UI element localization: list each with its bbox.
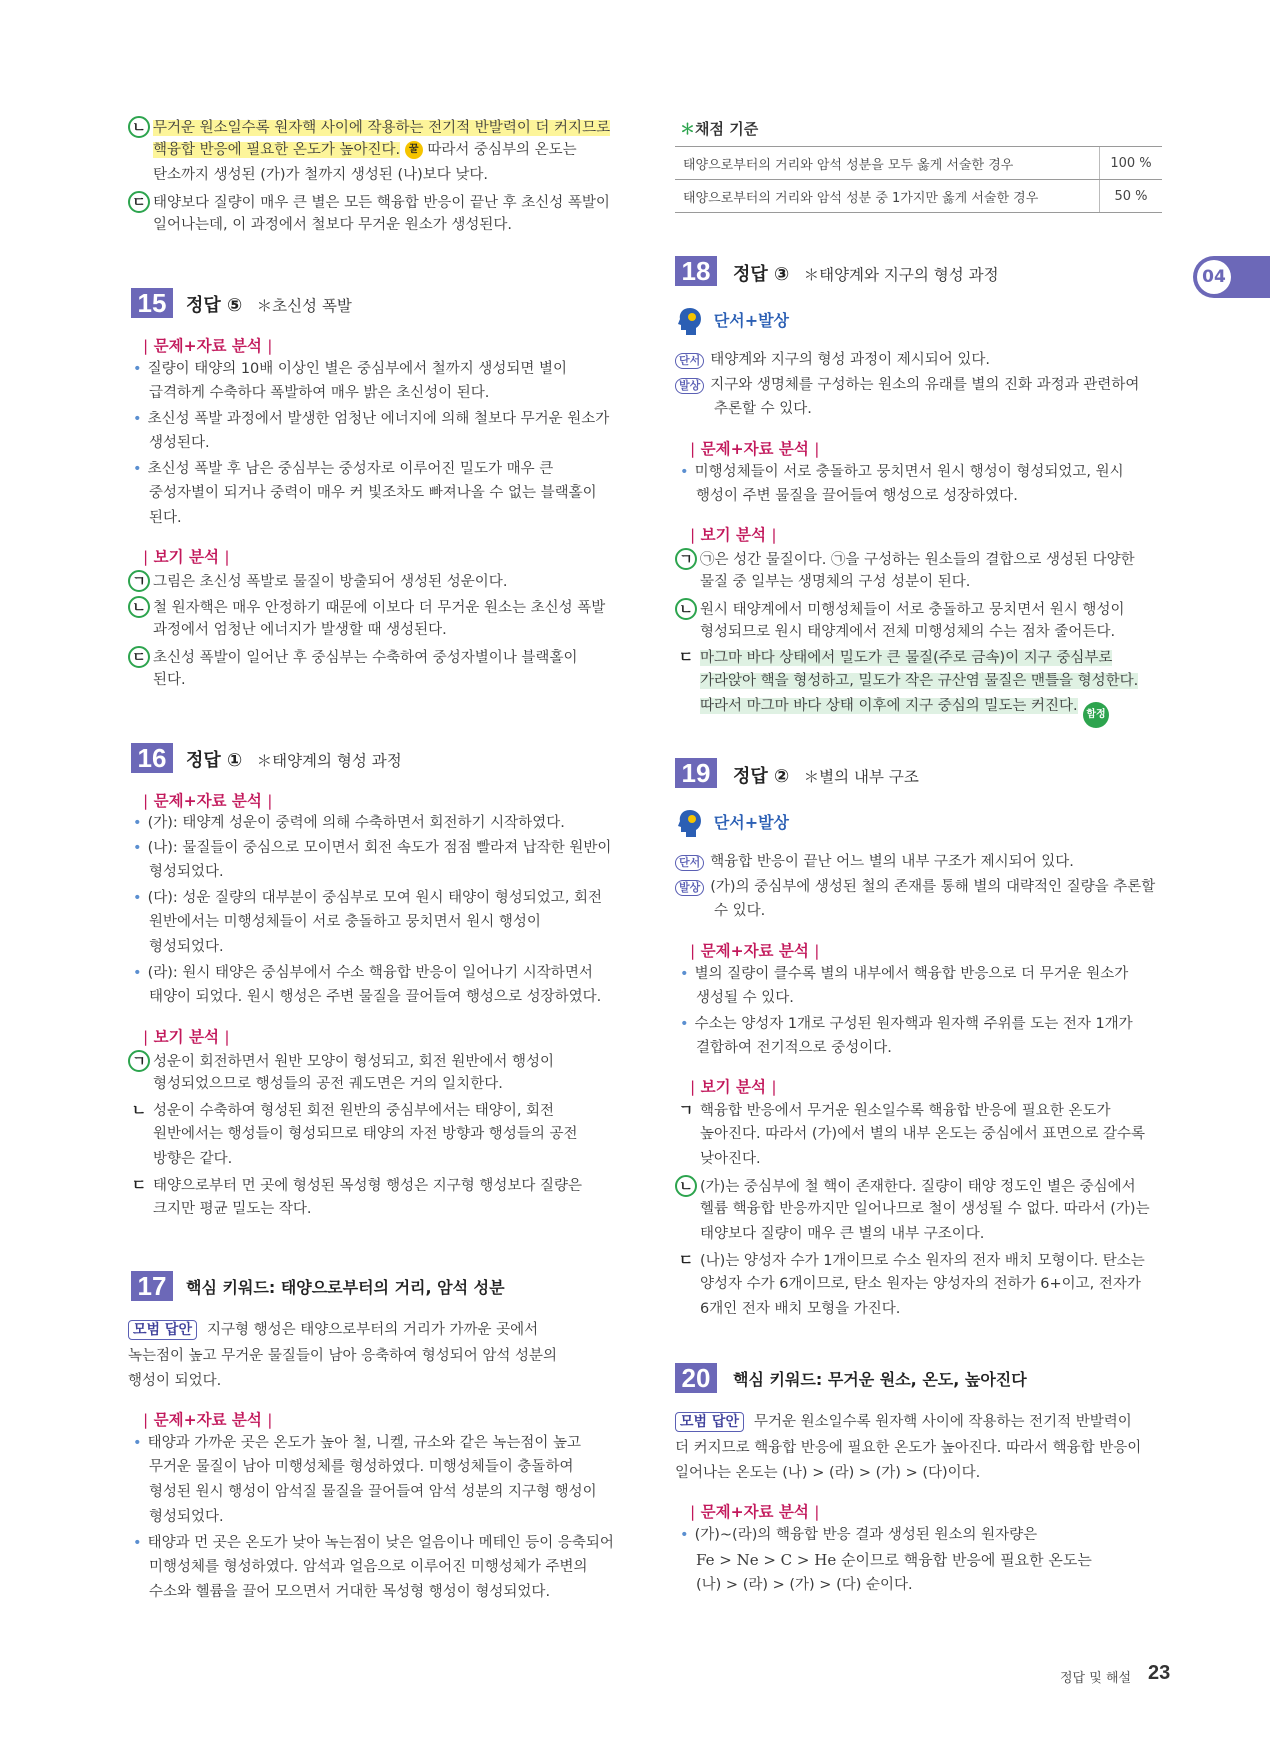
q19-analysis-title: | 문제+자료 분석 | [690, 942, 820, 960]
choice-d-mark: ㄷ [131, 1176, 147, 1194]
q16-bullet3-line3: 형성되었다. [149, 939, 224, 955]
chapter-tab-label: 04 [1197, 260, 1231, 294]
q18-choice-d-line3: 따라서 마그마 바다 상태 이후에 지구 중심의 밀도는 커진다. [700, 698, 1078, 714]
q16-bullet2-line1: • (나): 물질들이 중심으로 모이면서 회전 속도가 점점 빨라져 납작한 원반이 [133, 840, 612, 856]
q17-bullet1-line1: • 태양과 가까운 곳은 온도가 높아 철, 니켈, 규소와 같은 녹는점이 높고 [133, 1435, 582, 1451]
q15-choice-n-line2: 과정에서 엄청난 에너지가 발생할 때 생성된다. [153, 622, 447, 638]
q19-heading: 정답 ② ＊별의 내부 구조 [733, 766, 919, 787]
q18-clue1: 단서 태양계와 지구의 형성 과정이 제시되어 있다. [675, 350, 990, 370]
q17-heading: 핵심 키워드: 태양으로부터의 거리, 암석 성분 [186, 1278, 505, 1297]
q18-clue2-line2: 추론할 수 있다. [714, 401, 812, 417]
q20-bullet1-line1: • (가)~(라)의 핵융합 반응 결과 생성된 원소의 원자량은 [680, 1527, 1038, 1543]
q19-choice-n-line1: ㄴ (가)는 중심부에 철 핵이 존재한다. 질량이 태양 정도인 별은 중심에서 [675, 1175, 1136, 1197]
q20-bullet1-line3: (나) > (라) > (가) > (다) 순이다. [696, 1577, 913, 1593]
q16-bullet4-line1: • (라): 원시 태양은 중심부에서 수소 핵융합 반응이 일어나기 시작하면서 [133, 965, 593, 981]
q20-model-line3: 일어나는 온도는 (나) > (라) > (가) > (다)이다. [675, 1465, 981, 1481]
q18-heading: 정답 ③ ＊태양계와 지구의 형성 과정 [733, 264, 999, 285]
clue-tag: 단서 [675, 353, 704, 369]
choice-n-mark: ㄴ [128, 116, 150, 138]
choice-n-mark: ㄴ [675, 598, 697, 620]
q19-choice-d-line3: 6개인 전자 배치 모형을 가진다. [700, 1301, 901, 1317]
q14-n-line1: ㄴ 무거운 원소일수록 원자핵 사이에 작용하는 전기적 반발력이 더 커지므로 [128, 116, 610, 138]
choice-n-mark: ㄴ [131, 1101, 147, 1119]
trap-badge-icon: 함정 [1083, 702, 1109, 728]
q16-bullet4-line2: 태양이 되었다. 원시 행성은 주변 물질을 끌어들여 행성으로 성장하였다. [149, 989, 602, 1005]
q19-choice-g-line2: 높아진다. 따라서 (가)에서 별의 내부 온도는 중심에서 표면으로 갈수록 [700, 1126, 1145, 1142]
clue-tag: 단서 [675, 855, 704, 871]
q16-choice-title: | 보기 분석 | [143, 1028, 230, 1046]
criteria-text: 태양으로부터의 거리와 암석 성분을 모두 옳게 서술한 경우 [675, 147, 1100, 180]
q16-heading: 정답 ① ＊태양계의 형성 과정 [186, 750, 402, 771]
q19-choice-title: | 보기 분석 | [690, 1078, 777, 1096]
q15-bullet3-line2: 중성자별이 되거나 중력이 매우 커 빛조차도 빠져나올 수 없는 블랙홀이 [149, 485, 597, 501]
q17-analysis-title: | 문제+자료 분석 | [143, 1411, 273, 1429]
q19-clue1: 단서 핵융합 반응이 끝난 어느 별의 내부 구조가 제시되어 있다. [675, 852, 1074, 872]
q16-choice-g-line1: ㄱ 성운이 회전하면서 원반 모양이 형성되고, 회전 원반에서 행성이 [128, 1050, 554, 1072]
q15-choice-title: | 보기 분석 | [143, 548, 230, 566]
q17-model-line3: 행성이 되었다. [128, 1373, 222, 1389]
choice-n-mark: ㄴ [675, 1175, 697, 1197]
q17-bullet1-line2: 무거운 물질이 남아 미행성체를 형성하였다. 미행성체들이 충돌하여 [149, 1459, 574, 1475]
q18-choice-n-line1: ㄴ 원시 태양계에서 미행성체들이 서로 충돌하고 뭉치면서 원시 행성이 [675, 598, 1124, 620]
q16-choice-d-line1: ㄷ 태양으로부터 먼 곳에 형성된 목성형 행성은 지구형 행성보다 질량은 [128, 1175, 582, 1196]
q16-bullet1: • (가): 태양계 성운이 중력에 의해 수축하면서 회전하기 시작하였다. [133, 815, 565, 831]
q15-choice-d-line1: ㄷ 초신성 폭발이 일어난 후 중심부는 수축하여 중성자별이나 블랙홀이 [128, 646, 577, 668]
q19-choice-d-line1: ㄷ (나)는 양성자 수가 1개이므로 수소 원자의 전자 배치 모형이다. 탄소는 [675, 1250, 1145, 1271]
q19-choice-g-line3: 낮아진다. [700, 1151, 761, 1167]
q15-number: 15 [131, 288, 173, 318]
criteria-pct: 50 % [1100, 180, 1163, 213]
asterisk-icon: ＊ [680, 120, 696, 138]
criteria-row [675, 180, 1162, 213]
choice-g-mark: ㄱ [675, 548, 697, 570]
q20-analysis-title: | 문제+자료 분석 | [690, 1503, 820, 1521]
q16-choice-d-line2: 크지만 평균 밀도는 작다. [153, 1201, 312, 1217]
q18-choice-g-line1: ㄱ ㉠은 성간 물질이다. ㉠을 구성하는 원소들의 결합으로 생성된 다양한 [675, 548, 1135, 570]
q14-d-line1: ㄷ 태양보다 질량이 매우 큰 별은 모든 핵융합 반응이 끝난 후 초신성 폭발이 [128, 191, 610, 213]
q15-choice-g: ㄱ 그림은 초신성 폭발로 물질이 방출되어 생성된 성운이다. [128, 570, 507, 592]
q16-bullet2-line2: 형성되었다. [149, 864, 224, 880]
honey-tip-icon: 꿀 [405, 141, 423, 159]
q17-bullet2-line2: 미행성체를 형성하였다. 암석과 얼음으로 이루어진 미행성체가 주변의 [149, 1559, 588, 1575]
q15-bullet3-line1: • 초신성 폭발 후 남은 중심부는 중성자로 이루어진 밀도가 매우 큰 [133, 461, 554, 477]
q20-number: 20 [675, 1363, 717, 1393]
q15-bullet2-line1: • 초신성 폭발 과정에서 발생한 엄청난 에너지에 의해 철보다 무거운 원소가 [133, 411, 610, 427]
q18-number: 18 [675, 256, 717, 286]
q17-bullet2-line3: 수소와 헬륨을 끌어 모으면서 거대한 목성형 행성이 형성되었다. [149, 1584, 551, 1600]
q20-model-line2: 더 커지므로 핵융합 반응에 필요한 온도가 높아진다. 따라서 핵융합 반응이 [675, 1440, 1142, 1456]
idea-tag: 발상 [675, 880, 704, 896]
q15-bullet1-line1: • 질량이 태양의 10배 이상인 별은 중심부에서 철까지 생성되면 별이 [133, 361, 568, 377]
q15-heading: 정답 ⑤ ＊초신성 폭발 [186, 295, 352, 316]
q19-choice-d-line2: 양성자 수가 6개이므로, 탄소 원자는 양성자의 전하가 6+이고, 전자가 [700, 1276, 1141, 1292]
q14-d-line2: 일어나는데, 이 과정에서 철보다 무거운 원소가 생성된다. [153, 217, 513, 233]
choice-d-mark: ㄷ [128, 646, 150, 668]
footer-label: 정답 및 해설 [1060, 1671, 1132, 1686]
q19-choice-n-line2: 헬륨 핵융합 반응까지만 일어나므로 철이 생성될 수 없다. 따라서 (가)는 [700, 1201, 1150, 1217]
q19-bullet1-line1: • 별의 질량이 클수록 별의 내부에서 핵융합 반응으로 더 무거운 원소가 [680, 966, 1129, 982]
q15-bullet3-line3: 된다. [149, 510, 182, 526]
q16-number: 16 [131, 743, 173, 773]
q19-clue-header: 단서+발상 [677, 808, 789, 838]
chapter-tab [1193, 256, 1270, 298]
q14-n-line2: 핵융합 반응에 필요한 온도가 높아진다. 꿀 따라서 중심부의 온도는 [153, 142, 577, 158]
q16-choice-n-line1: ㄴ 성운이 수축하여 형성된 회전 원반의 중심부에서는 태양이, 회전 [128, 1100, 554, 1121]
q17-bullet2-line1: • 태양과 먼 곳은 온도가 낮아 녹는점이 낮은 얼음이나 메테인 등이 응축되어 [133, 1535, 614, 1551]
q18-choice-title: | 보기 분석 | [690, 526, 777, 544]
q16-bullet3-line1: • (다): 성운 질량의 대부분이 중심부로 모여 원시 태양이 형성되었고, 회전 [133, 890, 603, 906]
q15-bullet1-line2: 급격하게 수축하다 폭발하여 매우 밝은 초신성이 된다. [149, 385, 490, 401]
choice-g-mark: ㄱ [678, 1101, 694, 1119]
q16-choice-g-line2: 형성되었으므로 행성들의 공전 궤도면은 거의 일치한다. [153, 1076, 503, 1092]
criteria-title: ＊채점 기준 [680, 120, 759, 138]
q20-model-line1: 모범 답안 무거운 원소일수록 원자핵 사이에 작용하는 전기적 반발력이 [675, 1412, 1132, 1432]
q16-choice-n-line3: 방향은 같다. [153, 1151, 233, 1167]
choice-g-mark: ㄱ [128, 1050, 150, 1072]
q19-clue2-line1: 발상 (가)의 중심부에 생성된 철의 존재를 통해 별의 대략적인 질량을 추론할 [675, 877, 1155, 897]
criteria-row [675, 147, 1162, 180]
q17-bullet1-line3: 형성된 원시 행성이 암석질 물질을 끌어들여 암석 성분의 지구형 행성이 [149, 1484, 597, 1500]
criteria-text: 태양으로부터의 거리와 암석 성분 중 1가지만 옳게 서술한 경우 [675, 180, 1100, 213]
q16-bullet3-line2: 원반에서는 미행성체들이 서로 충돌하고 뭉치면서 원시 행성이 [149, 914, 541, 930]
q17-model-line1: 모범 답안 지구형 행성은 태양으로부터의 거리가 가까운 곳에서 [128, 1320, 538, 1340]
q19-choice-g-line1: ㄱ 핵융합 반응에서 무거운 원소일수록 핵융합 반응에 필요한 온도가 [675, 1100, 1110, 1121]
q19-number: 19 [675, 758, 717, 788]
q18-choice-n-line2: 형성되므로 원시 태양계에서 전체 미행성체의 수는 점차 줄어든다. [700, 624, 1116, 640]
choice-d-mark: ㄷ [678, 1251, 694, 1269]
q15-choice-d-line2: 된다. [153, 672, 186, 688]
q18-bullet1-line2: 행성이 주변 물질을 끌어들여 행성으로 성장하였다. [696, 488, 1018, 504]
q18-choice-d-line1: ㄷ 마그마 바다 상태에서 밀도가 큰 물질(주로 금속)이 지구 중심부로 [675, 647, 1112, 668]
q15-choice-n-line1: ㄴ 철 원자핵은 매우 안정하기 때문에 이보다 더 무거운 원소는 초신성 폭발 [128, 596, 605, 618]
q20-heading: 핵심 키워드: 무거운 원소, 온도, 높아진다 [733, 1370, 1027, 1389]
page-number: 23 [1148, 1662, 1171, 1684]
q18-bullet1-line1: • 미행성체들이 서로 충돌하고 뭉치면서 원시 행성이 형성되었고, 원시 [680, 464, 1124, 480]
q15-analysis-title: | 문제+자료 분석 | [143, 337, 273, 355]
model-answer-label: 모범 답안 [128, 1320, 197, 1340]
choice-n-mark: ㄴ [128, 596, 150, 618]
q19-choice-n-line3: 태양보다 질량이 매우 큰 별의 내부 구조이다. [700, 1226, 985, 1242]
choice-d-mark: ㄷ [678, 648, 694, 666]
q17-model-line2: 녹는점이 높고 무거운 물질들이 남아 응축하여 형성되어 암석 성분의 [128, 1348, 558, 1364]
q17-number: 17 [131, 1271, 173, 1301]
head-idea-icon [677, 808, 703, 838]
q18-choice-d-line2: 가라앉아 핵을 형성하고, 밀도가 작은 규산염 물질은 맨틀을 형성한다. [700, 673, 1139, 689]
q16-choice-n-line2: 원반에서는 행성들이 형성되므로 태양의 자전 방향과 행성들의 공전 [153, 1126, 578, 1142]
q19-clue2-line2: 수 있다. [714, 903, 766, 919]
q19-bullet2-line1: • 수소는 양성자 1개로 구성된 원자핵과 원자핵 주위를 도는 전자 1개가 [680, 1016, 1133, 1032]
criteria-table [675, 146, 1162, 213]
q18-choice-g-line2: 물질 중 일부는 생명체의 구성 성분이 된다. [700, 574, 971, 590]
q19-bullet1-line2: 생성될 수 있다. [696, 990, 794, 1006]
q18-analysis-title: | 문제+자료 분석 | [690, 440, 820, 458]
criteria-pct: 100 % [1100, 147, 1163, 180]
q17-bullet1-line4: 형성되었다. [149, 1509, 224, 1525]
q15-bullet2-line2: 생성된다. [149, 435, 210, 451]
q16-analysis-title: | 문제+자료 분석 | [143, 792, 273, 810]
q14-n-line3: 탄소까지 생성된 (가)가 철까지 생성된 (나)보다 낮다. [153, 167, 489, 183]
idea-tag: 발상 [675, 378, 704, 394]
model-answer-label: 모범 답안 [675, 1412, 744, 1432]
q19-bullet2-line2: 결합하여 전기적으로 중성이다. [696, 1040, 892, 1056]
choice-g-mark: ㄱ [128, 570, 150, 592]
q20-bullet1-line2: Fe > Ne > C > He 순이므로 핵융합 반응에 필요한 온도는 [696, 1551, 1092, 1569]
q18-clue2-line1: 발상 지구와 생명체를 구성하는 원소의 유래를 별의 진화 과정과 관련하여 [675, 375, 1139, 395]
choice-d-mark: ㄷ [128, 191, 150, 213]
q18-clue-header: 단서+발상 [677, 306, 789, 336]
head-idea-icon [677, 306, 703, 336]
